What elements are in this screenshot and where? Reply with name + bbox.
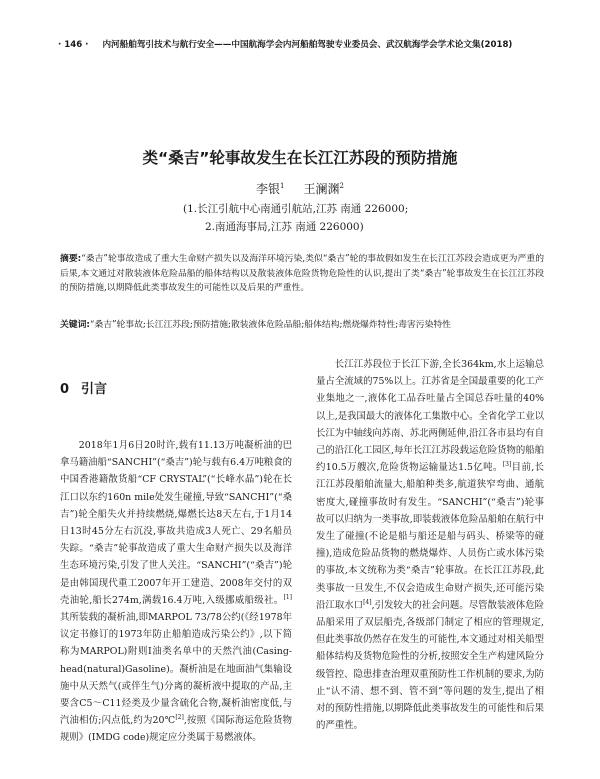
affiliation-line: (1.长江引航中心南通引航站,江苏 南通 226000; <box>183 203 409 215</box>
running-title: 内河船舶驾引技术与航行安全——中国航海学会内河船舶驾驶专业委员会、武汉航海学会学术论文集(2018) <box>102 40 513 50</box>
paper-title: 类“桑吉”轮事故发生在长江江苏段的预防措施 <box>142 149 458 167</box>
keywords-label: 关键词: <box>60 320 90 330</box>
body-text: 长江江苏段位于长江下游,全长364km,水上运输总量占全流域的75%以上。江苏省是全国最重要的化工产业集地之一,液体化工品吞吐量占全国总吞吐量的40%以上,是我国最大的液体化工集散中心。全省化学工业以长江为中轴线向苏南、苏北两侧延伸,沿江各市县均有自己的沿江化工园区,每年长江江苏段载运危险货物的船舶约10.5万艘次,危险货物运输量达1.5亿吨。 <box>316 359 544 474</box>
body-text: 2018年1月6日20时许,载有11.13万吨凝析油的巴拿马籍油船“SANCHI”(“桑吉”)轮与载有6.4万吨粮食的中国香港籍散货船“CF CRYSTAL”(“长峰水晶”)轮在长江口以东约160n mile处发生碰撞,导致“SANCHI”(“桑吉”)轮全船失火并持续燃烧,爆燃长达8天左右,于1月14日13时45分左右沉没,事故共造成3人死亡、29名船员失踪。“桑吉”轮事故造成了重大生命财产损失以及海洋生态环境污染,引发了世人关注。“SANCHI”(“桑吉”)轮是由韩国现代重工2007年开工建造、2008年交付的双壳油轮,船长274m,满载16.4万吨,入级挪威船级社。 <box>60 440 292 606</box>
running-header <box>58 38 548 54</box>
affiliation-line: 2.南通海事局,江苏 南通 226000) <box>205 221 364 233</box>
citation: [3] <box>502 461 512 469</box>
right-column-paragraph <box>316 356 544 734</box>
keywords-text: “桑吉”轮事故;长江江苏段;预防措施;散装液体危险品船;船体结构;燃烧爆炸特性;毒害污染特性 <box>89 320 451 330</box>
author-affil-mark: 2 <box>339 182 345 190</box>
citation: [4] <box>363 598 372 606</box>
author-name: 王澜渊 <box>303 182 340 196</box>
section-heading <box>60 378 119 397</box>
author-name: 李银 <box>255 182 280 196</box>
abstract-text: “桑吉”轮事故造成了重大生命财产损失以及海洋环境污染,类似“桑吉”轮的事故假如发生在长江江苏段会造成更为严重的后果,本文通过对散装液体危险品船的船体结构以及散装液体危险货物危险性的认识,提出了类“桑吉”轮事故发生在长江江苏段的预防措施,以期降低此类事故发生的可能性以及后果的严重性。 <box>60 254 544 293</box>
body-text: 目前,长江江苏段船舶流量大,船舶种类多,航道狭窄弯曲、通航密度大,碰撞事故时有发生。“SANCHI”(“桑吉”)轮事故可以归纳为一类事故,即装载液体危险品船舶在航行中发生了碰撞(不论是船与船还是船与码头、桥梁等的碰撞),造成危险品货物的燃烧爆炸、人员伤亡或水体污染的事故,本文统称为类“桑吉”轮事故。在长江江苏段,此类事故一旦发生,不仅会造成生命财产损失,还可能污染沿江取水口 <box>316 462 545 611</box>
section-number: 0 <box>60 382 70 397</box>
keywords <box>60 318 544 333</box>
abstract <box>60 252 544 296</box>
section-title: 引言 <box>81 382 108 397</box>
body-text: ,按照《国际海运危险货物规则》(IMDG code)规定应分类属于易燃液体。 <box>60 715 292 744</box>
citation: [2] <box>175 714 184 722</box>
body-text: ,引发较大的社会问题。尽管散装液体危险品船采用了双层船壳,各级部门制定了相应的管理规定,但此类事故仍然存在发生的可能性,本文通过对相关船型船体结构及货物危险性的分析,按照安全生产构建风险分级管控、隐患排查治理双重预防性工作机制的要求,为防止“认不清、想不到、管不到”等问题的发生,提出了相对的预防性措施,以期降低此类事故发生的可能性和后果的严重性。 <box>316 599 544 732</box>
author-affil-mark: 1 <box>279 182 285 190</box>
citation: [1] <box>283 593 292 601</box>
body-text: 其所装载的凝析油,即MARPOL 73/78公约(《经1978年议定书修订的1973年防止船舶造成污染公约》,以下简称为MARPOL)附则Ⅰ油类名单中的天然汽油(Casing-head(natural)Gasoline)。凝析油是在地面油气集输设施中从天然气(或伴生气)分离的凝析液中提取的产品,主要含C5～C11烃类及少量含硫化合物,凝析油密度低,与汽油相仿;闪点低,约为20℃ <box>60 612 292 727</box>
page-number: · 146 · <box>58 40 89 50</box>
author-line <box>0 180 600 197</box>
abstract-label: 摘要: <box>60 254 82 264</box>
left-column-paragraph <box>60 437 292 747</box>
